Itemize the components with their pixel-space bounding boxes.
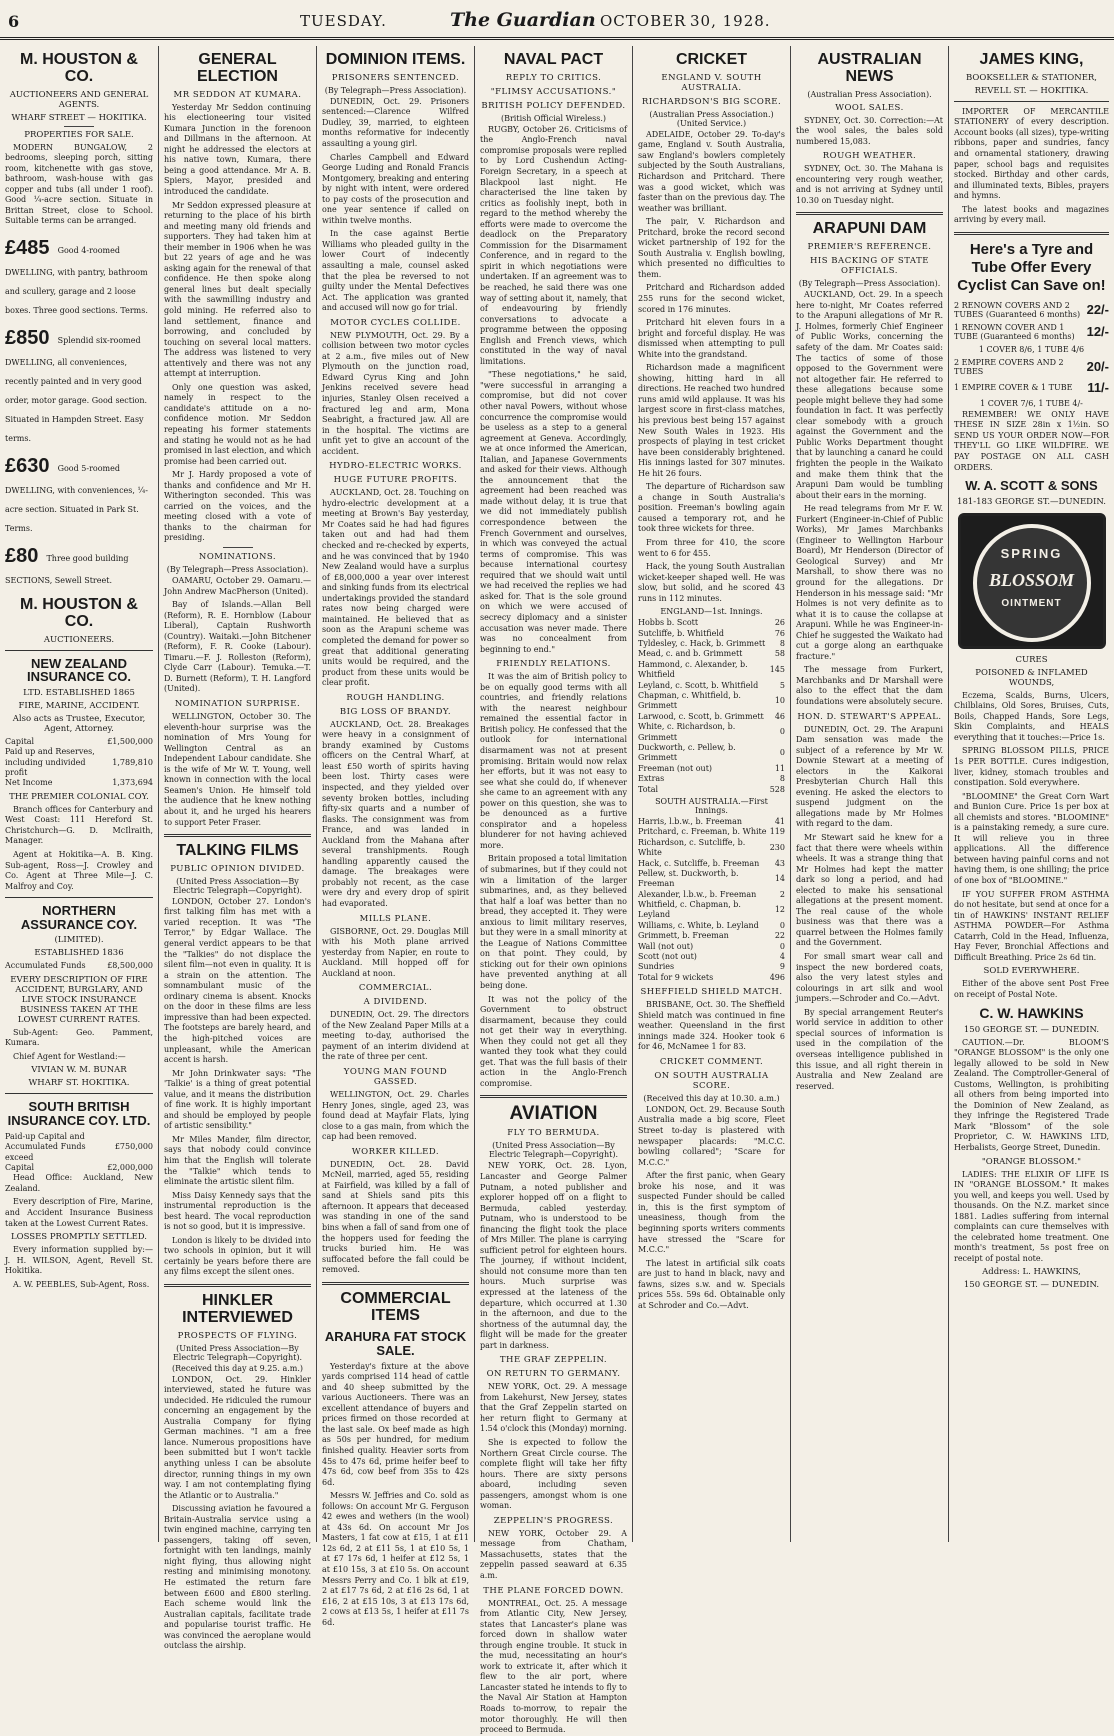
divider	[954, 232, 1109, 235]
northern-figures	[5, 961, 153, 971]
article-paragraph: The pair, V. Richardson and Pritchard, broke the record second wicket partnership of 192 for the South Australia v. English bowling, which presented no difficulties to them.	[638, 217, 785, 279]
table-row: Sundries 9	[638, 962, 785, 972]
article-paragraph: NEW YORK, Oct. 29. A message from Lakehurst, New Jersey, states that the Graf Zeppelin started on her return flight to Germany at 1.54 o'clock this (Monday) morning.	[480, 1382, 627, 1434]
bungalow-ad: MODERN BUNGALOW, 2 bedrooms, sleeping porch, sitting room, kitchenette with gas stove, bathroom, wash-house with gas copper and tubs (all under 1 roof). Good ¼-acre section. Situate in Brittan Street, close to School. Suitable terms can be arranged.	[5, 142, 153, 226]
article-paragraph: LONDON, October 27. London's first talking film has met with a varied reception. It was "The Terror," by Edgar Wallace. The general verdict appears to be that the "Talkies" do not displace the silent film—not even in quality. It is a strain on the attention. The somnambulant music of the ordinary cinema is absent. Knocks on the door in these films are less impressive than had been expected. The footsteps are barely heard, and the high-pitched voices are unpleasant, while the American accent is harsh.	[164, 896, 311, 1065]
article-paragraph: Britain proposed a total limitation of submarines, but if they could not win a limitation of the larger submarines, and, as they believed that half a loaf was better than no bread, they accepted it. They were anxious to limit military reserves, but they were in a small minority at the League of Nations Committee on that point. They could, by sticking out for their own opinions have prevented anything at all being done.	[480, 854, 627, 990]
sbi-peebles: A. W. PEEBLES, Sub-Agent, Ross.	[13, 1279, 150, 1289]
article-paragraph: The message from Furkert, Marchbanks and Dr Marshall were also to the effect that the dam foundations were absolutely secure.	[796, 665, 943, 706]
article-paragraph: NEW YORK, October 29. A message from Chatham, Massachusetts, states that the zeppelin passed seaward at 6.35 a.m.	[480, 1528, 627, 1580]
price-485-text: Good 4-roomed DWELLING, with pantry, bathroom and scullery, garage and 2 loose boxes. Three good sections. Terms.	[5, 245, 148, 315]
table-row: Pellew, st. Duckworth, b. Freeman 14	[638, 868, 785, 889]
king-address: REVELL ST. — HOKITIKA.	[974, 85, 1089, 96]
table-row: Whitfield, c. Chapman, b. Leyland 12	[638, 900, 785, 920]
offer-sub: 1 COVER 7/6, 1 TUBE 4/-	[980, 398, 1083, 408]
masthead	[0, 0, 1114, 40]
divider	[796, 212, 943, 215]
article-paragraph: ADELAIDE, October 29. To-day's game, England v. South Australia, saw England's bowlers completely subjected by the South Australians, Richardson and Pritchard. There was a good wicket, which was faster than on the previous day. The weather was brilliant.	[638, 129, 785, 213]
friendly-subheading: FRIENDLY RELATIONS.	[496, 659, 611, 670]
logo-text: BLOSSOM	[988, 569, 1075, 590]
nomination-surprise-subheading: NOMINATION SURPRISE.	[174, 699, 301, 710]
brandy-subheading: BIG LOSS OF BRANDY.	[339, 706, 452, 717]
price-485: £485	[5, 236, 50, 259]
northern-heading: NORTHERN ASSURANCE COY.	[20, 903, 138, 932]
hydro-subheading: HYDRO-ELECTRIC WORKS.	[329, 461, 462, 472]
masthead-day: TUESDAY.	[300, 12, 387, 30]
reuters-notice: By special arrangement Reuter's world service in addition to other special sources of information is used in the compilation of the overseas intelligence published in this issue, and all right therein in Australia and New Zealand are reserved.	[796, 1007, 943, 1091]
naval-pact-heading: NAVAL PACT	[503, 51, 604, 68]
article-paragraph: Mr John Drinkwater says: "The 'Talkie' is a thing of great potential value, and it means the distribution of fine work. It is highly important and should be employed by people of artistic sensibility."	[164, 1068, 311, 1131]
column-ads-right	[948, 46, 1114, 1542]
table-row: Williams, c. White, b. Leyland 0	[638, 920, 785, 930]
spring-blossom-ointment-logo	[958, 513, 1106, 649]
houston-line1: AUCTIONEERS AND GENERAL AGENTS.	[9, 89, 149, 110]
logo-text: OINTMENT	[1001, 597, 1062, 609]
northern-chief: Chief Agent for Westland:—	[13, 1051, 126, 1061]
article-paragraph: Mr J. Hardy proposed a vote of thanks and confidence and Mr H. Witherington seconded. This was carried on the voices, and the meeting closed with a vote of thanks to the chairman for presiding.	[164, 470, 311, 543]
talking-films-heading: TALKING FILMS	[176, 842, 299, 860]
dominion-items-heading: DOMINION ITEMS.	[325, 51, 466, 68]
wireless-credit: (British Official Wireless.)	[500, 113, 607, 123]
article-paragraph: SYDNEY, Oct. 30. Correction:—At the wool sales, the bales sold numbered 15,083.	[796, 115, 943, 146]
table-row: Wall (not out) 0	[638, 941, 785, 951]
column-cricket	[632, 46, 790, 1542]
article-paragraph: Messrs W. Jeffries and Co. sold as follows: On account Mr G. Ferguson 42 ewes and wethers (in the wool) at 43s 6d. On account Mr Jos Masters, 1 fat cow at £15, 1 at £11 12s 6d, 2 at £11 5s, 1 at £10 5s, 1 at £7 17s 6d, 1 heifer at £12 5s, 1 at £10 15s, 3 at £10 5s. On account Messrs Perry and Co. 1 blk at £19, 2 at £17 7s 6d, 2 at £16 2s 6d, 1 at £16, 2 at £15 10s, 3 at £13 17s 6d, 2 cows at £13 5s, 1 heifer at £11 7s 6d.	[322, 1491, 469, 1627]
column-naval-pact	[474, 46, 632, 1735]
dividend-subheading: A DIVIDEND.	[363, 997, 428, 1008]
sa-scorecard	[638, 817, 785, 983]
tyre-offer-heading: Here's a Tyre and Tube Offer Every Cyclist Can Save on!	[957, 240, 1106, 294]
press-credit: (By Telegraph—Press Association).	[166, 565, 309, 575]
table-row: Sutcliffe, b. Whitfield 76	[638, 628, 785, 638]
divider	[223, 547, 253, 548]
article-paragraph: It was not the policy of the Government to obstruct disarmament, because they could not get their way in everything. When they could not get all they wanted they took what they could get. That was the full basis of their action in the Anglo-French compromise.	[480, 994, 627, 1088]
reply-subheading: REPLY TO CRITICS.	[505, 72, 602, 83]
article-paragraph: NEW YORK, Oct. 28. Lyon, Lancaster and George Palmer Putnam, a noted publisher and explorer hopped off on a flight to Bermuda, cabled yesterday. Putnam, who is understood to be financing the flight took the place of Mrs Miller. The plane is carrying sufficient petrol for eighteen hours. The journey, if without incident, should not consume more than ten hours. Much surprise was expressed at the lateness of the departure, which occurred at 1.30 in the afternoon, and due to the shortness of the autumnal day, the flight will be made for the greater part in darkness.	[480, 1161, 627, 1350]
advert-paragraph: For small smart wear call and inspect the new bordered coats, also the very latest styles and colourings in art silk and wool jumpers.—Schroder and Co.—Advt.	[796, 952, 943, 1004]
sa-scores-title: SOUTH AUSTRALIA.—First Innings.	[655, 796, 768, 815]
article-paragraph: SYDNEY, Oct. 30. The Mahana is encountering very rough weather, and is not arriving at Sydney until 10.30 on Tuesday night.	[796, 164, 943, 205]
mills-plane-subheading: MILLS PLANE.	[359, 913, 432, 924]
either-text: Either of the above sent Post Free on receipt of Postal Note.	[954, 979, 1109, 999]
remember-text: REMEMBER! WE ONLY HAVE THESE IN SIZE 28in x 1½in. SO SEND US YOUR ORDER NOW—FOR THEY'LL GO LIKE WILDFIRE. WE PAY POSTAGE ON ALL CASH ORDERS.	[954, 409, 1109, 472]
nzi-fire: FIRE, MARINE, ACCIDENT.	[18, 700, 140, 711]
article-paragraph: GISBORNE, Oct. 29. Douglas Mill with his Moth plane arrived yesterday from Napier, en route to Auckland. Mill hopped off for Auckland at noon.	[322, 926, 469, 978]
importer-text: IMPORTER OF MERCANTILE STATIONERY of every description. Account books (all sizes), type-writing ribbons, paper and sundries, fancy and ornamental stationery, drawing paper, school bags and requisites stocked. Birthday and other cards, and illuminated texts, Bibles, prayers and hymns.	[954, 106, 1109, 201]
press-credit: (United Press Association—By Electric Telegraph—Copyright).	[488, 1141, 619, 1160]
article-paragraph: From three for 410, the score went to 6 for 455.	[638, 538, 785, 558]
wool-sales-subheading: WOOL SALES.	[835, 102, 904, 113]
article-paragraph: RUGBY, October 26. Criticisms of the Anglo-French naval compromise proposals were replied to by Lord Cushendun Acting-Foreign Secretary, in a speech at Blackpool last night. He characterised the line taken by critics as foolishly inept, both in regard to the method whereby the efforts were made to overcome the deadlock on the Preparatory Commission for the Disarmament Conference, and in regard to the spirit in which negotiations were undertaken. If an agreement was to be reached, he said there was one way of setting about it, namely, that of endeavouring by friendly conversations to advocate a programme between the opposing English and French views, which constituted in the way of naval limitations.	[480, 124, 627, 366]
received-note: (Received this day at 9.25. a.m.)	[171, 1363, 304, 1373]
table-row: Scott (not out) 4	[638, 952, 785, 962]
cures-label: CURES	[1015, 654, 1048, 665]
houston2-heading: M. HOUSTON & CO.	[20, 595, 138, 630]
article-paragraph: LONDON, Oct. 29. Because South Australia made a big score, Fleet Street to-day is plastered with newspaper placards: "M.C.C. bowling collared"; "Scare for M.C.C."	[638, 1104, 785, 1167]
table-row: Larwood, c. Scott, b. Grimmett 46	[638, 711, 785, 721]
column-dominion-items	[316, 46, 474, 1627]
press-credit: (United Press Association—By Electric Telegraph—Copyright).	[172, 876, 303, 895]
table-row: Richardson, c. Sutcliffe, b. White 230	[638, 837, 785, 858]
houston-heading: M. HOUSTON & CO.	[20, 51, 138, 85]
england-scores-title: ENGLAND—1st. Innings.	[660, 607, 763, 617]
price-630-row	[5, 455, 153, 535]
prisoners-subheading: PRISONERS SENTENCED.	[331, 72, 460, 83]
address-line: 150 GEORGE ST. — DUNEDIN.	[963, 1280, 1100, 1291]
nominations-subheading: NOMINATIONS.	[198, 552, 277, 563]
divider	[64, 126, 94, 127]
rough-weather-subheading: ROUGH WEATHER.	[822, 151, 917, 162]
article-paragraph: Richardson made a magnificent showing, hitting hard in all directions. He reached two hundred runs amid wild applause. It was his largest score in first-class matches, his previous best being 157 against New South Wales in 1923. His prospects of playing in test cricket have been considerably brightened. His innings lasted for 307 minutes. He hit 26 fours.	[638, 363, 785, 478]
table-row: Chapman, c. Whitfield, b. Grimmett 10	[638, 691, 785, 711]
sbi-heading: SOUTH BRITISH INSURANCE COY. LTD.	[7, 1099, 151, 1129]
seddon-subheading: MR SEDDON AT KUMARA.	[173, 89, 302, 100]
masthead-title: The Guardian	[450, 9, 596, 31]
premier-line: THE PREMIER COLONIAL COY.	[9, 791, 149, 802]
article-paragraph: She is expected to follow the Northern Great Circle course. The complete flight will take her fifty hours. There are sixty persons aboard, including seven passengers, amongst whom is one woman.	[480, 1437, 627, 1511]
houston-line2: WHARF STREET — HOKITIKA.	[11, 112, 147, 123]
table-row: Pritchard, c. Freeman, b. White 119	[638, 827, 785, 837]
comment-subheading: CRICKET COMMENT.	[659, 1056, 764, 1067]
article-paragraph: Yesterday Mr Seddon continuing his electioneering tour visited Kumara Junction in the forenoon and Dillmans in the afternoon. At night he addressed the electors at his native town, Kumara, there being a good attendance. Mr A. B. Spiers, Mayor, presided and introduced the candidate.	[164, 102, 311, 196]
price-80: £80	[5, 544, 39, 567]
scott-heading: W. A. SCOTT & SONS	[965, 478, 1098, 494]
offer-row: 1 RENOWN COVER AND 1 TUBE (Guaranteed 6 months) 12/-	[954, 322, 1109, 341]
article-paragraph: DUNEDIN, Oct. 29. The Arapuni Dam sensation was made the subject of a reference by Mr W. Downie Stewart at a meeting of electors in the Kaikorai Presbyterian Church Hall this evening. He asked the electors to suspend judgment on the allegations made by Mr Holmes with regard to the dam.	[796, 724, 943, 829]
address-label: Address: L. HAWKINS,	[982, 1267, 1081, 1278]
price-80-text: Three good building SECTIONS, Sewell Street.	[5, 553, 129, 585]
article-paragraph: DUNEDIN, Oct. 29. Prisoners sentenced:—Clarence Wilfred Dudley, 39, married, to eighteen months reformative for indecently assaulting a young girl.	[322, 96, 469, 148]
orange-blossom-label: "ORANGE BLOSSOM."	[981, 1156, 1082, 1167]
article-paragraph: "These negotiations," he said, "were successful in arranging a compromise, but did not cover other naval Powers, without whose concurrence the compromise would be useless as a step to a general agreement at Geneva. Accordingly, we at once informed the American, Italian, and Japanese Governments and asked for their views. Although the announcement that the agreement had been reached was made without delay, it is true that we did not immediately publish correspondence between the French Government and ourselves, in which was conveyed the actual terms of compromise. This was because international courtesy required that we should wait until we had received the replies we had asked for. That is the sole ground on which we were accused of secrecy diplomacy and a sinister accusation was never made. There was no concealment from beginning to end."	[480, 370, 627, 654]
table-row: Accumulated Funds £8,500,000	[5, 961, 153, 971]
asthma-text: IF YOU SUFFER FROM ASTHMA do not hesitate, but send at once for a tin of HAWKINS' INSTANT RELIEF ASTHMA POWDER—For Asthma Catarrh, Cold in the Head, Influenza, Hay Fever, Bronchial Affections and Difficult Breathing. Price 2s 6d tin.	[954, 889, 1109, 962]
table-row: Capital £2,000,000	[5, 1162, 153, 1172]
price-850: £850	[5, 326, 50, 349]
general-election-heading: GENERAL ELECTION	[197, 51, 278, 85]
table-row: Extras 8	[638, 774, 785, 784]
article-paragraph: AUCKLAND, Oct. 28. Breakages were heavy in a consignment of brandy examined by Customs officers on the Central Wharf, at least £50 worth of spirits having been lost. Thirty cases were inspected, and they yielded over seventy broken bottles, including fifty-six quarts and a number of flasks. The consignment was from France, and was landed in Auckland from the Mahana after several transhipments. Rough handling apparently caused the damage. The breakages were probably not recent, as the case were dry and every drop of spirit had evaporated.	[322, 719, 469, 908]
sbi-head-office: Head Office: Auckland, New Zealand.	[5, 1173, 153, 1193]
divider	[164, 1284, 311, 1287]
table-row: Mead, c. and b. Grimmett 58	[638, 649, 785, 659]
nzi-established: LTD. ESTABLISHED 1865	[23, 687, 135, 698]
public-opinion-subheading: PUBLIC OPINION DIVIDED.	[170, 863, 305, 874]
england-scorecard	[638, 618, 785, 795]
article-paragraph: Miss Daisy Kennedy says that the instrumental reproduction is the best heard. The vocal reproduction is not so good, but it is impressive.	[164, 1190, 311, 1232]
vivian-name: VIVIAN W. M. BUNAR	[31, 1065, 127, 1076]
ladies-text: LADIES: THE ELIXIR OF LIFE IS IN "ORANGE BLOSSOM." It makes you well, and keeps you well. Used by thousands. On the N.Z. market since 1881. Ladies suffering from internal complaints can cure themselves with the celebrated home treatment. One month's treatment, 5s post free on receipt of postal note.	[954, 1169, 1109, 1263]
gassed-subheading: YOUNG MAN FOUND GASSED.	[343, 1067, 448, 1087]
article-paragraph: Bay of Islands.—Allan Bell (Reform), R. E. Hornblow (Labour Liberal), Captain Rushworth (Country). Waitaki.—John Bitchener (Reform), F. R. Cooke (Labour). Timaru.—F. J. Rolleston (Reform), Clyde Carr (Labour). Temuka.—T. D. Burnett (Reform), T. H. Langford (United).	[164, 600, 311, 694]
article-paragraph: Mr Miles Mander, film director, says that nobody could convince him that the English will tolerate the "Talkie" which tends to eliminate the artistic silent film.	[164, 1134, 311, 1187]
masthead-date: 30, 1928.	[690, 12, 771, 30]
column-advertisements	[0, 46, 158, 1542]
logo-text: SPRING	[1000, 545, 1063, 561]
article-paragraph: He read telegrams from Mr F. W. Furkert (Engineer-in-Chief of Public Works), Mr James Marchbanks (Engineer to Wellington Harbour Board), Mr Henderson (Director of Geological Survey) and Mr Marshall, to show there was no ground for the allegations. Dr Henderson in his message said: "Mr Holmes is not very definite as to what it is to cause the collapse at Arapuni. While he was Engineer-in-Chief he suggested the Waikato had cut a gorge along an earthquake fracture."	[796, 504, 943, 661]
article-paragraph: Hack, the young South Australian wicket-keeper shaped well. He was slow, but solid, and he scored 43 runs in 112 minutes.	[638, 562, 785, 603]
stewart-subheading: HON. D. STEWART'S APPEAL.	[797, 711, 942, 722]
commercial-subheading: COMMERCIAL.	[358, 983, 433, 994]
zeppelin-subheading: THE GRAF ZEPPELIN.	[499, 1355, 608, 1366]
table-row: Total 528	[638, 784, 785, 794]
article-paragraph: LONDON, Oct. 29. Hinkler interviewed, stated he future was undecided. He ridiculed the rumour concerning an engagement by the Australia Company for flying German machines. "I am a free lance. Numerous propositions have been submitted but I won't tackle anything unless I can be absolute director, running things in my own way. I am not contemplating flying the Atlantic or to Australia."	[164, 1374, 311, 1500]
article-paragraph: London is likely to be divided into two schools in opinion, but it will certainly be years before there are any films except the silent ones.	[164, 1235, 311, 1277]
table-row: Hobbs b. Scott 26	[638, 618, 785, 628]
offer-row: 2 EMPIRE COVERS AND 2 TUBES 20/-	[954, 357, 1109, 376]
sbi-every-desc: Every description of Fire, Marine, and Accident Insurance Business taken at the Lowest Current Rates.	[5, 1197, 153, 1228]
table-row: Paid-up Capital and Accumulated Funds exceed £750,000	[5, 1131, 153, 1162]
article-paragraph: WELLINGTON, Oct. 29. Charles Henry Jones, single, aged 23, was found dead at Mayfair Flats, lying close to a gas main, from which the cap had been removed.	[322, 1090, 469, 1142]
press-credit: (Australian Press Association.) (United Service.)	[649, 109, 774, 128]
divider	[5, 897, 153, 898]
column-general-election	[158, 46, 316, 1651]
article-paragraph: OAMARU, October 29. Oamaru.—John Andrew MacPherson (United).	[164, 576, 311, 596]
cricket-heading: CRICKET	[675, 51, 748, 68]
rough-handling-subheading: ROUGH HANDLING.	[346, 692, 445, 703]
nzi-figures	[5, 737, 153, 789]
match-subheading: ENGLAND V. SOUTH AUSTRALIA.	[661, 72, 762, 93]
branch-offices: Branch offices for Canterbury and West Coast: 111 Hereford St. Christchurch—G. D. McIlraith, Manager.	[5, 804, 153, 846]
press-credit: (By Telegraph—Press Association).	[324, 85, 467, 95]
table-row: Capital £1,500,000	[5, 736, 153, 746]
scott-address: 181-183 GEORGE ST.—DUNEDIN.	[957, 496, 1106, 507]
table-row: Hammond, c. Alexander, b. Whitfield 145	[638, 659, 785, 680]
australian-news-heading: AUSTRALIAN NEWS	[817, 51, 922, 85]
article-paragraph: BRISBANE, Oct. 30. The Sheffield Shield match was continued in fine weather. Queensland in the first innings made 324. Hooker took 6 for 46, McNamee 1 for 83.	[638, 1000, 785, 1052]
divider	[5, 1093, 153, 1094]
offer-row: 2 RENOWN COVERS AND 2 TUBES (Guaranteed 6 months) 22/-	[954, 300, 1109, 319]
commercial-items-heading: COMMERCIAL ITEMS	[340, 1289, 451, 1324]
pills-text: SPRING BLOSSOM PILLS, PRICE 1s PER BOTTLE. Cures indigestion, liver, kidney, stomach troubles and constipation. Sold everywhere.	[954, 746, 1109, 788]
table-row: Net Income 1,373,694	[5, 778, 153, 788]
forced-down-subheading: THE PLANE FORCED DOWN.	[483, 1585, 624, 1596]
masthead-month: OCTOBER	[600, 12, 687, 30]
divider	[5, 650, 153, 651]
northern-subagent: Sub-Agent: Geo. Pamment, Kumara.	[5, 1027, 153, 1048]
divider	[954, 101, 1109, 102]
hawkins-heading: C. W. HAWKINS	[979, 1004, 1084, 1021]
sa-score-subheading: ON SOUTH AUSTRALIA SCORE.	[654, 1070, 769, 1091]
table-row: White, c. Richardson, b. Grimmett 0	[638, 722, 785, 742]
aviation-heading: AVIATION	[509, 1103, 598, 1125]
eczema-text: Eczema, Scalds, Burns, Ulcers, Chilblains, Old Sores, Bruises, Cuts, Boils, Chapped Hands, Sore Legs, Skin Complaints, and HEALS everything that it touches:—Price 1s.	[954, 690, 1109, 742]
premier-subheading: PREMIER'S REFERENCE.	[807, 242, 932, 253]
prospects-subheading: PROSPECTS OF FLYING.	[177, 1330, 298, 1341]
bloomine-text: "BLOOMINE" the Great Corn Wart and Bunion Cure. Price 1s per box at all chemists and stores. "BLOOMINE" is a painstaking remedy, a sure cure. It will relieve you in three applications. All the difference between having painful corns and not having them, is one shilling; the price of one box of "BLOOMINE."	[954, 791, 1109, 886]
worker-killed-subheading: WORKER KILLED.	[351, 1146, 440, 1157]
officials-subheading: HIS BACKING OF STATE OFFICIALS.	[810, 256, 929, 277]
table-row: Paid up and Reserves, including undivided profit 1,789,810	[5, 747, 153, 778]
article-paragraph: In the case against Bertie Williams who pleaded guilty in the lower Court of indecently assaulting a male, counsel asked that the plea be reversed to not guilty under the Mental Defectives Act. The application was granted and accused will now go for trial.	[322, 229, 469, 313]
policy-subheading: BRITISH POLICY DEFENDED.	[481, 100, 626, 111]
press-credit: (By Telegraph—Press Association).	[798, 279, 941, 289]
sheffield-subheading: SHEFFIELD SHIELD MATCH.	[640, 987, 783, 998]
motor-cycles-subheading: MOTOR CYCLES COLLIDE.	[330, 317, 461, 328]
article-paragraph: DUNEDIN, Oct. 28. David McNeil, married, aged 55, residing at Fairfield, was killed by a fall of sand at Shiels sand pits this afternoon. It appears that deceased was standing in one of the sand bins when a fall of sand from one of the hoppers used for feeding the trucks buried him. He was suffocated before the fall could be removed.	[322, 1159, 469, 1275]
article-paragraph: AUCKLAND, Oct. 28. Touching on hydro-electric development at a meeting at Brown's Bay yesterday, Mr Coates said he had had figures taken out and had had them checked and re-checked by experts, and he was convinced that by 1940 New Zealand would have a surplus of £8,000,000 a year over interest and sinking funds from its electrical undertakings provided the standard rates now being charged were maintained. He believed that as soon as the Arapuni scheme was completed the demand for power so great that additional generating units would be required, and the product from these units would be clear profit.	[322, 488, 469, 688]
table-row: Harris, l.b.w., b. Freeman 41	[638, 816, 785, 826]
northern-limited: (LIMITED).	[54, 935, 104, 946]
hinkler-heading: HINKLER INTERVIEWED	[182, 1291, 293, 1326]
article-paragraph: Mr Stewart said he knew for a fact that there were wheels within wheels. It was a strange thing that Mr Holmes had kept the matter dark so long a period, and had elected to make his sensational allegations at the present moment. The real cause of the whole business was that there was a quarrel between the Holmes family and the Government.	[796, 833, 943, 948]
nzi-trustee: Also acts as Trustee, Executor, Agent, Attorney.	[12, 713, 146, 734]
arahura-heading: ARAHURA FAT STOCK SALE.	[324, 1329, 467, 1358]
press-credit: (United Press Association—By Electric Telegraph—Copyright).	[172, 1343, 303, 1362]
vivian-address: WHARF ST. HOKITIKA.	[28, 1078, 130, 1089]
price-850-text: Splendid six-roomed DWELLING, all conveniences, recently painted and in very good order, motor garage. Good section. Situated in Hampden Street. Easy terms.	[5, 335, 148, 443]
table-row: Freeman (not out) 11	[638, 763, 785, 773]
received-note: (Received this day at 10.30. a.m.)	[643, 1093, 780, 1103]
column-australian-news	[790, 46, 948, 1542]
price-485-row	[5, 237, 153, 317]
article-paragraph: It was the aim of British policy to be on equally good terms with all countries, and friendly relations with the nearest neighbour remained the essential factor in British policy. He confessed that the outlook for international disarmament was not at present promising. Britain would now relax her efforts, but it was not easy to see what she could do, if whenever she came to an agreement with any power on this question, she was to be denounced as a furtive conspirator and a hopeless blunderer for not having achieved more.	[480, 672, 627, 850]
sbi-losses: LOSSES PROMPTLY SETTLED.	[10, 1232, 148, 1243]
divider	[164, 834, 311, 837]
northern-every: EVERY DESCRIPTION OF FIRE ACCIDENT, BURGLARY, AND LIVE STOCK INSURANCE BUSINESS TAKEN AT THE LOWEST CURRENT RATES.	[10, 974, 148, 1025]
price-630: £630	[5, 454, 50, 477]
table-row: Alexander, l.b.w., b. Freeman 2	[638, 889, 785, 899]
poisoned-label: POISONED & INFLAMED WOUNDS,	[975, 667, 1088, 688]
sbi-info: Every information supplied by:— J. H. WILSON, Agent, Revell St. Hokitika.	[5, 1245, 153, 1276]
article-paragraph: NEW PLYMOUTH, Oct. 29. By a collision between two motor cycles at 2 a.m., five miles out of New Plymouth on the junction road, Edward Cyrus King and John Jenkins received severe head injuries, Stanley Olsen received a fractured leg and arm, Mona Seabright, a fractured jaw. All are in the hospital. The victims are unfit yet to give an account of the accident.	[322, 330, 469, 456]
sbi-figures	[5, 1132, 153, 1174]
profits-subheading: HUGE FUTURE PROFITS.	[333, 475, 458, 486]
hawkins-address: 150 GEORGE ST. — DUNEDIN.	[963, 1024, 1100, 1035]
price-630-text: Good 5-roomed DWELLING, with conveniences, ¼-acre section. Situated in Park St. Terms.	[5, 463, 148, 533]
offer-sub: 1 COVER 8/6, 1 TUBE 4/6	[978, 344, 1085, 354]
arapuni-heading: ARAPUNI DAM	[812, 220, 927, 238]
latest-books: The latest books and magazines arriving by every mail.	[954, 204, 1109, 225]
progress-subheading: ZEPPELIN'S PROGRESS.	[493, 1515, 614, 1526]
article-paragraph: After the first panic, when Geary broke his nose, and it was suspected Funder should be called in, this is the first symptom of uneasiness, though from the beginning sports writers comments have stressed the "Scare for M.C.C."	[638, 1171, 785, 1255]
press-credit: (Australian Press Association).	[807, 89, 932, 99]
nzi-heading: NEW ZEALAND INSURANCE CO.	[26, 655, 131, 685]
flimsy-subheading: "FLIMSY ACCUSATIONS."	[490, 86, 617, 97]
divider	[322, 1282, 469, 1285]
table-row: Total for 9 wickets 496	[638, 972, 785, 982]
table-row: Tyldesley, c. Hack, b. Grimmett 8	[638, 639, 785, 649]
divider	[480, 1095, 627, 1098]
properties-heading: PROPERTIES FOR SALE.	[24, 129, 134, 140]
table-row: Hack, c. Sutcliffe, b. Freeman 43	[638, 858, 785, 868]
bermuda-subheading: FLY TO BERMUDA.	[507, 1128, 600, 1139]
table-row: Duckworth, c. Pellew, b. Grimmett 0	[638, 743, 785, 763]
king-sub: BOOKSELLER & STATIONER,	[965, 72, 1098, 83]
price-850-row	[5, 327, 153, 445]
nzi-agents: Agent at Hokitika—A. B. King. Sub-agent, Ross—J. Crowley and Co. Agent at Three Mile—J. C. Malfroy and Coy.	[5, 849, 153, 891]
northern-established: ESTABLISHED 1836	[34, 948, 124, 959]
offer-row: 1 EMPIRE COVER & 1 TUBE 11/-	[954, 379, 1109, 395]
advert-paragraph: The latest in artificial silk coats are just to hand in black, navy and fawns, sizes s.w. and w. Specials prices 55s. 59s 6d. Obtainable only at Schroder and Co.—Advt.	[638, 1258, 785, 1310]
return-subheading: ON RETURN TO GERMANY.	[486, 1369, 621, 1380]
table-row: Grimmett, b. Freeman 22	[638, 931, 785, 941]
article-paragraph: Pritchard hit eleven fours in a bright and forceful display. He was dismissed when attempting to pull White into the grandstand.	[638, 318, 785, 359]
article-paragraph: WELLINGTON, October 30. The eleventh-hour surprise was the nomination of Mrs Young for Wellington Central as an Independent Labour candidate. She is the wife of Mr W. T. Young, well known in connection with the local Seamen's Union. He himself told the audience that he knew nothing about it, and he urged his hearers to support Peter Fraser.	[164, 712, 311, 827]
article-paragraph: The departure of Richardson saw a change in South Australia's position. Freeman's bowling again caused a temporary rot, and he took three wickets for three.	[638, 482, 785, 534]
james-king-heading: JAMES KING,	[979, 51, 1084, 68]
article-paragraph: DUNEDIN, Oct. 29. The directors of the New Zealand Paper Mills at a meeting to-day, authorised the payment of an interim dividend at the rate of three per cent.	[322, 1010, 469, 1062]
article-paragraph: AUCKLAND, Oct. 29. In a speech here to-night, Mr Coates referred to the Arapuni allegations of Mr R. J. Holmes, formerly Chief Engineer of Public Works, concerning the safety of the dam. Mr Coates said: The tactics of some of those opposed to the Government were not altogether fair. He referred to these allegations because some people might believe they had some foundation in fact. It was perfectly clear somebody with a grouch against the Government and the Public Works Department thought that by launching a canard he could frighten the people in the Waikato and make them think that the Arapuni Dam would be tumbling about their ears in the morning.	[796, 290, 943, 500]
article-paragraph: Pritchard and Richardson added 255 runs for the second wicket, scored in 176 minutes.	[638, 283, 785, 314]
article-paragraph: Mr Seddon expressed pleasure at returning to the place of his birth and meeting many old friends and supporters. They had taken him at their member in 1906 when he was but 22 years of age and he was asking again for the renewal of that confidence. He then spoke along general lines but dealt specially with the sawmilling industry and gold mining. He referred also to land settlement, finance and borrowing, and concluded by touching on several local matters. The address was listened to very attentively and there was not any attempt at interruption.	[164, 200, 311, 379]
houston2-sub: AUCTIONEERS.	[43, 634, 115, 645]
table-row: Leyland, c. Scott, b. Whitfield 5	[638, 680, 785, 690]
caution-text: CAUTION.—Dr. BLOOM'S "ORANGE BLOSSOM" is the only one legally allowed to be sold in New Zealand. The Comptroller-General of Customs, Wellington, is prohibiting all others from being imported into the Dominion of New Zealand, as they infringe the Registered Trade Mark "Blossom" of the sole Proprietor, C. W. HAWKINS LTD, Herbalists, George Street, Dunedin.	[954, 1037, 1109, 1152]
price-80-row	[5, 545, 153, 587]
article-paragraph: Only one question was asked, namely in respect to the candidate's attitude on a no-confidence motion. Mr Seddon repeating his former statements and stating he would not as he had promised in last election, and which promise had been carried out.	[164, 382, 311, 466]
page-number: 6	[8, 12, 20, 31]
article-paragraph: Yesterday's fixture at the above yards comprised 114 head of cattle and 40 sheep submitted by the various Auctioneers. There was an excellent attendance of buyers and prices firmed on those recorded at the last sale. Ox beef made as high as 50s per hundred, for medium finished quality. Heavier sorts from 45s to 47s 6d, prime heifer beef to 47s 6d, cow beef from 35s to 42s 6d.	[322, 1361, 469, 1487]
sold-everywhere: SOLD EVERYWHERE.	[983, 966, 1080, 977]
article-paragraph: Charles Campbell and Edward George Luding and Ronald Francis Montgomery, breaking and entering by night with intent, were ordered to pay costs of the prosecution and one year sentence if called on within twelve months.	[322, 152, 469, 225]
article-paragraph: MONTREAL, Oct. 25. A message from Atlantic City, New Jersey, states that Lancaster's plane was forced down in shallow water through engine trouble. It stuck in the mud, necessitating an hour's work to extricate it, after which it flew to the air port, where Lancaster stated he intends to fly to the Naval Air Station at Hampton Roads to-morrow, to repair the motor thoroughly. He will then proceed to Bermuda.	[480, 1598, 627, 1735]
richardson-subheading: RICHARDSON'S BIG SCORE.	[641, 96, 782, 107]
article-paragraph: Discussing aviation he favoured a Britain-Australia service using a twin engined machine, carrying ten passengers, taking off seven, fortnight with ten landings, mainly night flying, thus allowing night resting and minimising monotony. He estimated the return fare between £600 and £800 sterling. Each scheme would link the Australian capitals, facilitate trade and popularise tourist traffic. He was convinced the aeroplane would outclass the airship.	[164, 1504, 311, 1651]
